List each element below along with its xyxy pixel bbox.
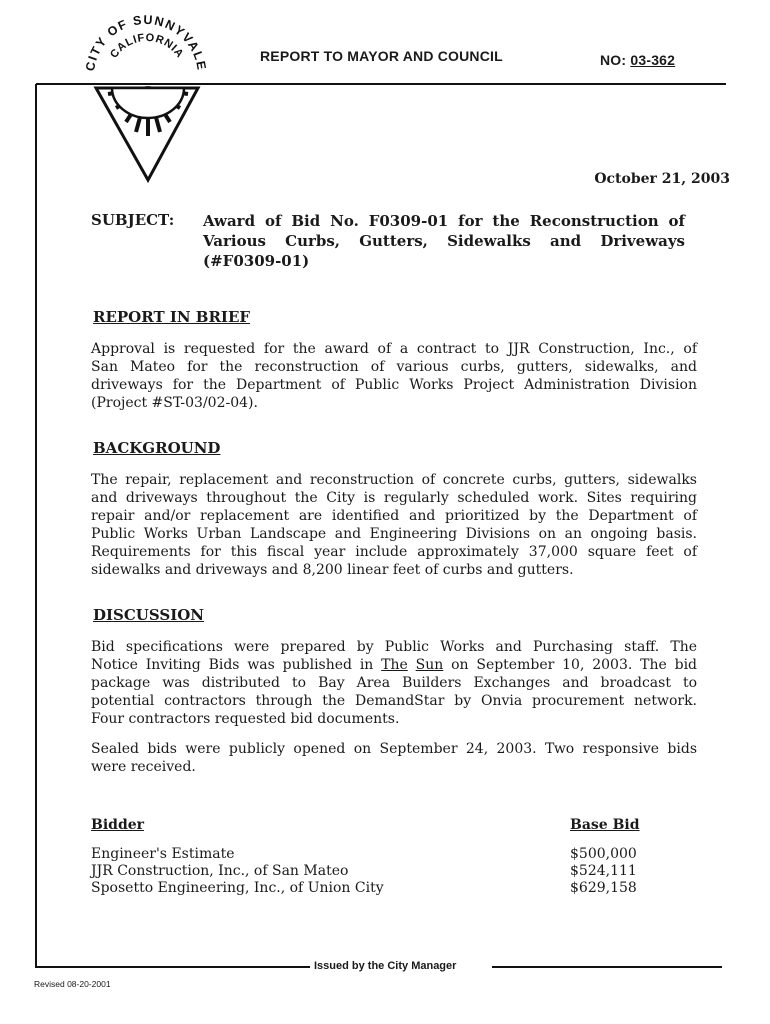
subject-line: Award of Bid No. F0309-01 for the Reconstruction of [203,212,685,230]
paragraph-line: The repair, replacement and reconstruction of concrete curbs, gutters, sidewalks [91,472,697,488]
report-number [600,52,675,68]
subject-label: SUBJECT: [91,211,175,229]
table-row-amount: $629,158 [570,880,637,896]
paragraph-line: Requirements for this fiscal year include approximately 37,000 square feet of [91,544,697,560]
revision-note: Revised 08-20-2001 [34,979,111,989]
report-number-label: NO: [600,52,627,68]
paragraph-line: potential contractors through the DemandStar by Onvia procurement network. [91,693,697,709]
subject-text [203,211,685,271]
report-in-brief-heading: REPORT IN BRIEF [93,308,251,326]
background-heading: BACKGROUND [93,439,221,457]
table-row-amount: $500,000 [570,846,637,862]
svg-text:CITY OF SUNNYVALE: CITY OF SUNNYVALE [83,14,209,73]
paragraph-line: repair and/or replacement are identified and prioritized by the Department of [91,508,697,524]
table-row-bidder: Engineer's Estimate [91,846,235,862]
city-seal-logo [72,14,222,186]
report-date: October 21, 2003 [594,171,730,187]
table-row-bidder: Sposetto Engineering, Inc., of Union City [91,880,384,896]
paragraph-line: driveways for the Department of Public Works Project Administration Division [91,377,697,393]
bid-table-amounts [570,846,637,897]
text-run: on September 10, 2003. The bid [443,657,698,673]
paragraph-line: and driveways throughout the City is regularly scheduled work. Sites requiring [91,490,697,506]
svg-text:CALIFORNIA: CALIFORNIA [108,31,186,61]
footer-rule-left [35,966,310,968]
footer-rule-right [492,966,722,968]
bid-table-bidders [91,846,384,897]
header-rule [36,83,726,85]
paragraph-line: San Mateo for the reconstruction of various curbs, gutters, sidewalks, and [91,359,697,375]
paragraph-line: Public Works Urban Landscape and Engineering Divisions on an ongoing basis. [91,526,697,542]
discussion-paragraph-1 [91,638,697,728]
paragraph-line: Bid specifications were prepared by Public Works and Purchasing staff. The [91,639,697,655]
newspaper-name-sun: Sun [415,657,444,673]
paragraph-line: (Project #ST-03/02-04). [91,395,258,411]
discussion-paragraph-2 [91,740,697,776]
report-number-value: 03-362 [630,52,676,68]
base-bid-column-header: Base Bid [570,817,640,833]
paragraph-line: sidewalks and driveways and 8,200 linear feet of curbs and gutters. [91,562,574,578]
discussion-heading: DISCUSSION [93,606,205,624]
subject-line: Various Curbs, Gutters, Sidewalks and Driveways [203,232,685,250]
paragraph-line: Four contractors requested bid documents. [91,711,400,727]
left-margin-rule [35,84,37,967]
text-run [408,657,416,673]
text-run: Notice Inviting Bids was published in [91,657,382,673]
report-title: REPORT TO MAYOR AND COUNCIL [260,48,503,64]
bidder-column-header: Bidder [91,817,145,833]
paragraph-line: Approval is requested for the award of a contract to JJR Construction, Inc., of [91,341,697,357]
newspaper-name-the: The [381,657,408,673]
issued-by-label: Issued by the City Manager [314,960,457,972]
paragraph-line: were received. [91,759,196,775]
report-in-brief-paragraph [91,340,697,412]
paragraph-line [91,656,697,674]
background-paragraph [91,471,697,579]
table-row-bidder: JJR Construction, Inc., of San Mateo [91,863,349,879]
subject-line: (#F0309-01) [203,252,310,270]
table-row-amount: $524,111 [570,863,637,879]
paragraph-line: Sealed bids were publicly opened on September 24, 2003. Two responsive bids [91,741,697,757]
paragraph-line: package was distributed to Bay Area Builders Exchanges and broadcast to [91,675,697,691]
